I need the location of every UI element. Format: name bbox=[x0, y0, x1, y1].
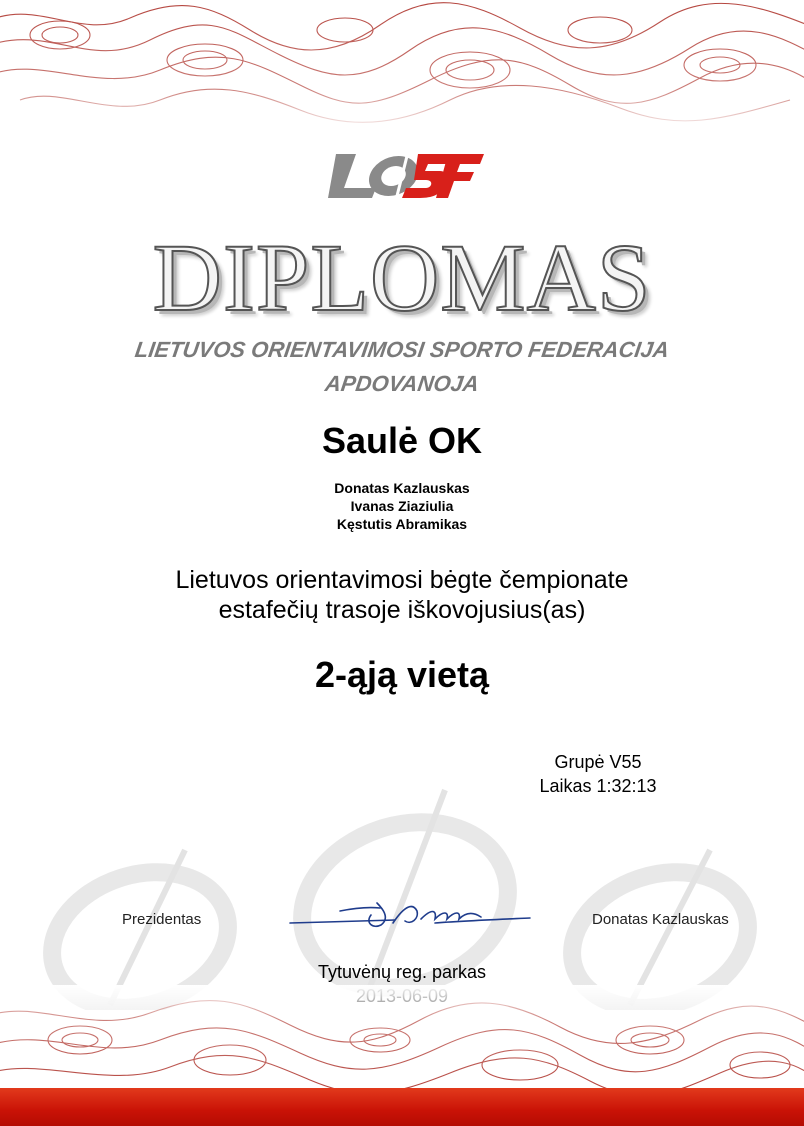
signature-icon bbox=[285, 893, 535, 933]
event-line: estafečių trasoje iškovojusius(as) bbox=[218, 596, 586, 624]
diploma-title: DIPLOMAS bbox=[152, 224, 652, 331]
venue-location: Tytuvėnų reg. parkas bbox=[317, 962, 487, 982]
placement: 2-ąją vietą bbox=[314, 654, 490, 695]
bottom-red-bar bbox=[0, 1088, 804, 1126]
federation-name: LIETUVOS ORIENTAVIMOSI SPORTO FEDERACIJA bbox=[133, 337, 671, 362]
topographic-border-bottom bbox=[0, 985, 804, 1090]
team-member: Donatas Kazlauskas bbox=[334, 480, 470, 496]
group-label: Grupė V55 bbox=[554, 752, 642, 772]
event-line: Lietuvos orientavimosi bėgte čempionate bbox=[175, 566, 629, 594]
award-verb: APDOVANOJA bbox=[323, 371, 481, 396]
team-member: Ivanas Ziaziulia bbox=[350, 498, 454, 514]
team-members bbox=[0, 479, 804, 533]
team-member: Kęstutis Abramikas bbox=[336, 516, 468, 532]
topographic-border-top bbox=[0, 0, 804, 135]
time-label: Laikas 1:32:13 bbox=[539, 776, 657, 796]
team-name: Saulė OK bbox=[321, 420, 483, 461]
president-label: Prezidentas bbox=[122, 911, 202, 928]
losf-logo-icon bbox=[322, 150, 488, 202]
president-name: Donatas Kazlauskas bbox=[592, 911, 729, 928]
event-description bbox=[0, 565, 804, 625]
